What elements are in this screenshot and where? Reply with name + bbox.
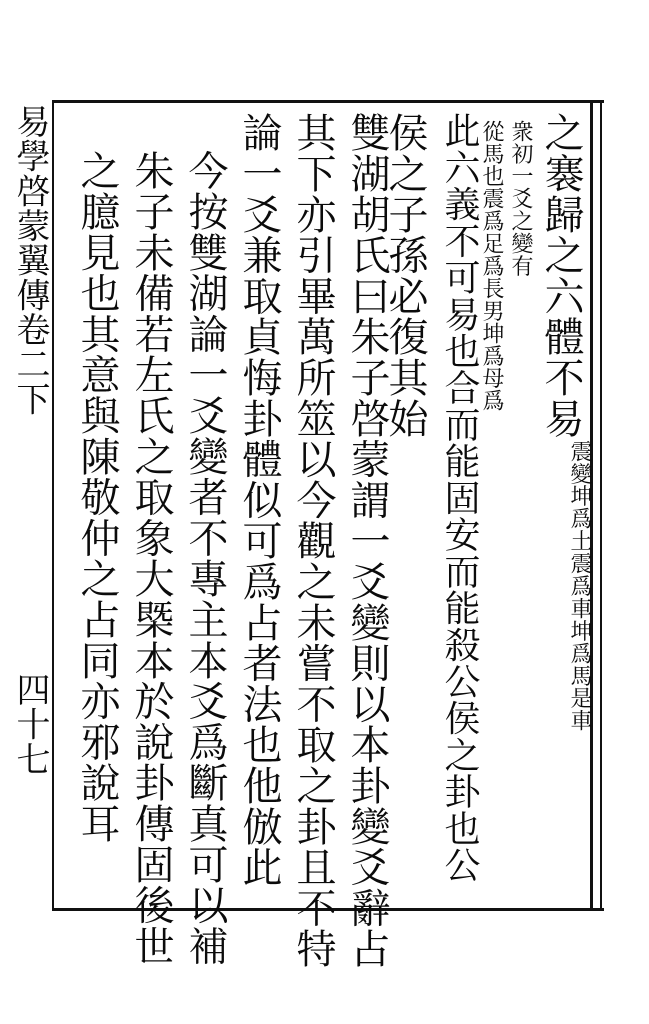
text-column-7: 論一爻兼取貞悔卦體似可爲占者法也他倣此 [236,112,282,888]
text-column-4: 侯之子孫必復其始 [382,112,428,439]
margin-title: 易學啓蒙翼傳卷二下 [10,104,50,417]
annotation-column-2a: 衆初一爻之變有 [508,120,533,278]
text-column-1: 之褰歸之六體不易 [538,112,584,439]
frame-left-rule [52,100,54,911]
text-column-8: 今按雙湖論一爻變者不專主本爻爲斷真可以補 [182,150,228,966]
text-column-9: 朱子未備若左氏之取象大槩本於說卦傳固後世 [128,150,174,966]
text-column-6: 其下亦引畢萬所筮以今觀之未嘗不取之卦且不特 [290,112,336,969]
text-column-5: 雙湖胡氏曰朱子啓蒙謂一爻變則以本卦變爻辭占 [344,112,390,969]
frame-right-rule-inner [600,100,602,911]
annotation-column-1a: 震變坤爲土震爲車坤爲馬是車 [567,440,592,732]
annotation-column-2b: 從馬也震爲足爲長男坤爲母爲 [479,120,504,412]
margin-folio: 四十七 [10,672,50,777]
text-column-3: 此六義不可易也合而能固安而能殺公侯之卦也公 [439,112,480,884]
frame-top-rule [52,100,604,103]
text-column-10: 之臆見也其意與陳敬仲之占同亦邪說耳 [74,150,120,844]
